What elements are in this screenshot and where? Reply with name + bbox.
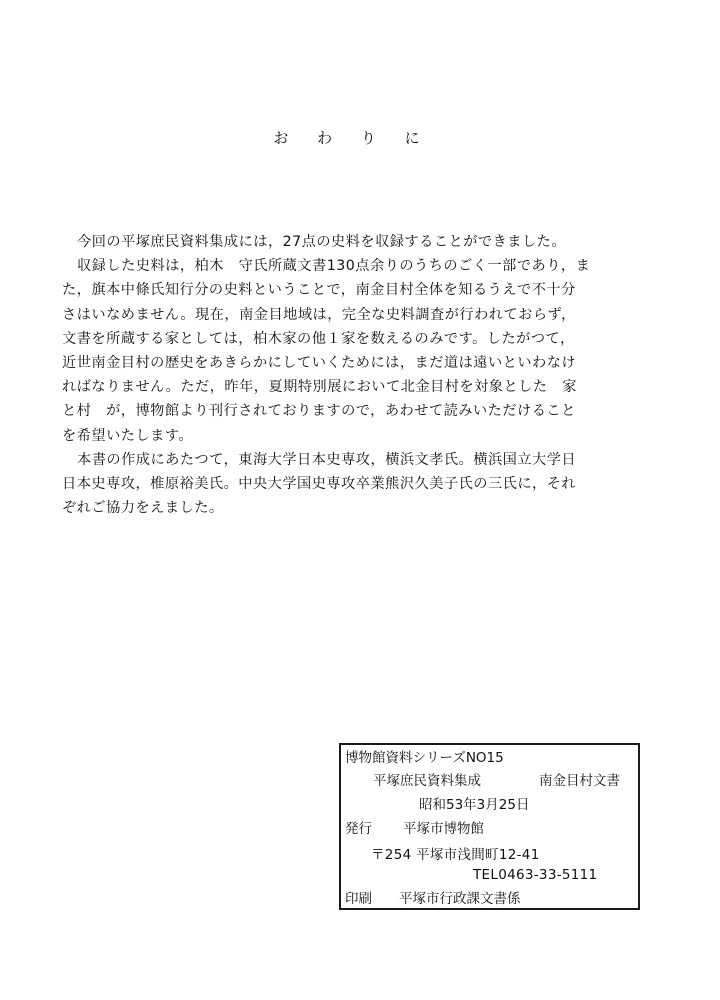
text-line: さはいなめません。現在，南金目地域は，完全な史料調査が行われておらず， bbox=[62, 306, 576, 323]
series-name: 博物館資料シリーズNO15 bbox=[345, 750, 504, 766]
printer-label: 印刷 bbox=[345, 891, 372, 907]
text-line: 日本史専攻，椎原裕美氏。中央大学国史専攻卒業熊沢久美子氏の三氏に，それ bbox=[62, 475, 577, 492]
text-line: 収録した史料は，柏木 守氏所蔵文書130点余りのうちのごく一部であり，ま bbox=[77, 258, 591, 275]
text-line: ぞれご協力をえました。 bbox=[62, 500, 224, 517]
text-line: ればなりません。ただ，昨年，夏期特別展において北金目村を対象とした 家 bbox=[62, 379, 577, 396]
text-line: と村 が，博物館より刊行されておりますので，あわせて読みいただけること bbox=[62, 403, 576, 420]
text-line: 本書の作成にあたつて，東海大学日本史専攻，横浜文孝氏。横浜国立大学日 bbox=[77, 451, 577, 468]
publisher-phone: TEL0463-33-5111 bbox=[473, 867, 598, 883]
publisher-label: 発行 bbox=[345, 821, 372, 837]
text-line: 文書を所蔵する家としては，柏木家の他１家を数えるのみです。したがつて， bbox=[62, 330, 575, 347]
publisher-address: 〒254 平塚市浅間町12-41 bbox=[371, 847, 540, 863]
page-title: お わ り に bbox=[273, 129, 432, 147]
text-line: 近世南金目村の歴史をあきらかにしていくためには，まだ道は遠いといわなけ bbox=[62, 354, 577, 371]
afterword-body bbox=[62, 230, 637, 520]
publisher-name: 平塚市博物館 bbox=[403, 821, 484, 837]
text-line: を希望いたします。 bbox=[62, 427, 194, 444]
text-line: 今回の平塚庶民資料集成には，27点の史料を収録することができました。 bbox=[77, 234, 567, 250]
colophon-box bbox=[339, 743, 640, 910]
printer-name: 平塚市行政課文書係 bbox=[399, 891, 521, 907]
collection-title: 平塚庶民資料集成 bbox=[373, 773, 481, 789]
volume-title: 南金目村文書 bbox=[539, 773, 620, 789]
text-line: た，旗本中條氏知行分の史料ということで，南金目村全体を知るうえで不十分 bbox=[62, 282, 576, 299]
publication-date: 昭和53年3月25日 bbox=[419, 797, 530, 813]
